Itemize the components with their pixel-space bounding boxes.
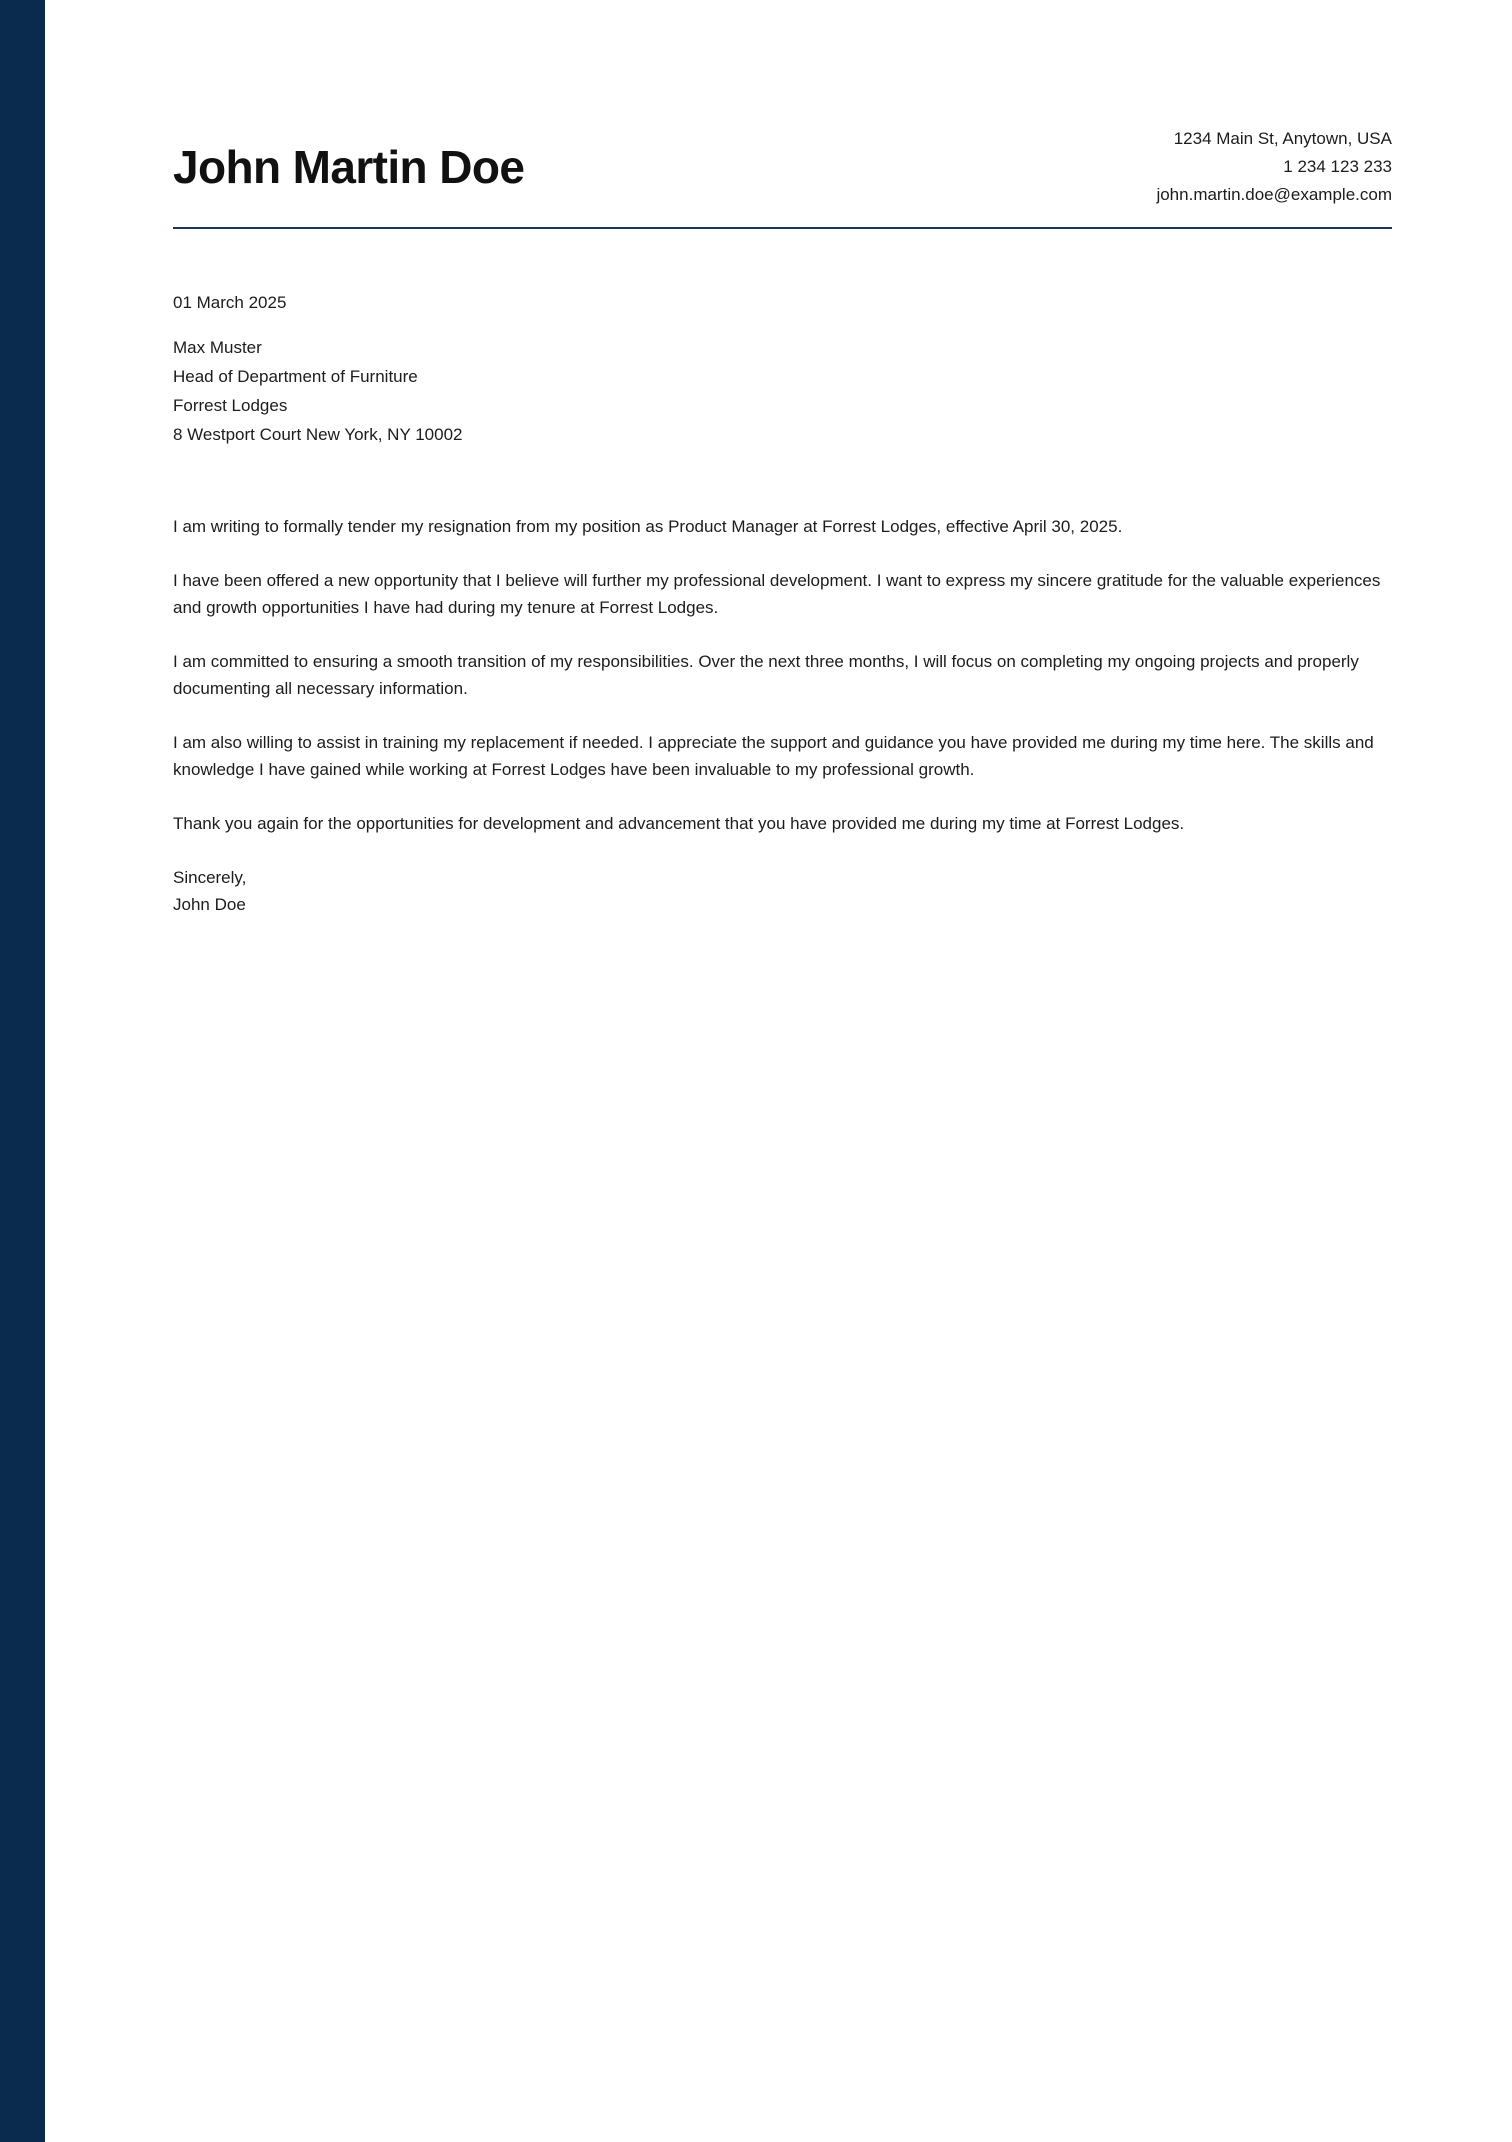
body-paragraph: I am committed to ensuring a smooth transition of my responsibilities. Over the next three months, I will focus on completing my ongoing projects and properly documenting all necessary information.: [173, 652, 1359, 698]
body-paragraph: I am also willing to assist in training my replacement if needed. I appreciate the support and guidance you have provided me during my time here. The skills and knowledge I have gained while working at Forrest Lodges have been invaluable to my professional growth.: [173, 733, 1374, 779]
recipient-company: Forrest Lodges: [173, 396, 288, 415]
signature-name: John Doe: [173, 895, 246, 914]
accent-stripe: [0, 0, 45, 2142]
body-paragraph: I am writing to formally tender my resignation from my position as Product Manager at Forrest Lodges, effective April 30, 2025.: [173, 517, 1123, 536]
sender-address: 1234 Main St, Anytown, USA: [1173, 129, 1392, 148]
closing-salutation: Sincerely,: [173, 868, 247, 887]
sender-contact-block: [1156, 125, 1392, 209]
sender-name: John Martin Doe: [173, 141, 525, 193]
recipient-name: Max Muster: [173, 338, 262, 357]
recipient-address: 8 Westport Court New York, NY 10002: [173, 425, 463, 444]
body-paragraph: I have been offered a new opportunity that I believe will further my professional development. I want to express my sincere gratitude for the valuable experiences and growth opportunities I have had during my tenure at Forrest Lodges.: [173, 571, 1381, 617]
recipient-title: Head of Department of Furniture: [173, 367, 418, 386]
header-rule: [173, 227, 1392, 229]
sender-phone: 1 234 123 233: [1283, 157, 1392, 176]
letter-body: [173, 289, 1392, 918]
letter-date: 01 March 2025: [173, 293, 287, 312]
recipient-block: [173, 333, 1392, 449]
body-paragraph: Thank you again for the opportunities for development and advancement that you have provided me during my time at Forrest Lodges.: [173, 814, 1185, 833]
sender-email: john.martin.doe@example.com: [1156, 185, 1392, 204]
closing-block: [173, 864, 1392, 918]
